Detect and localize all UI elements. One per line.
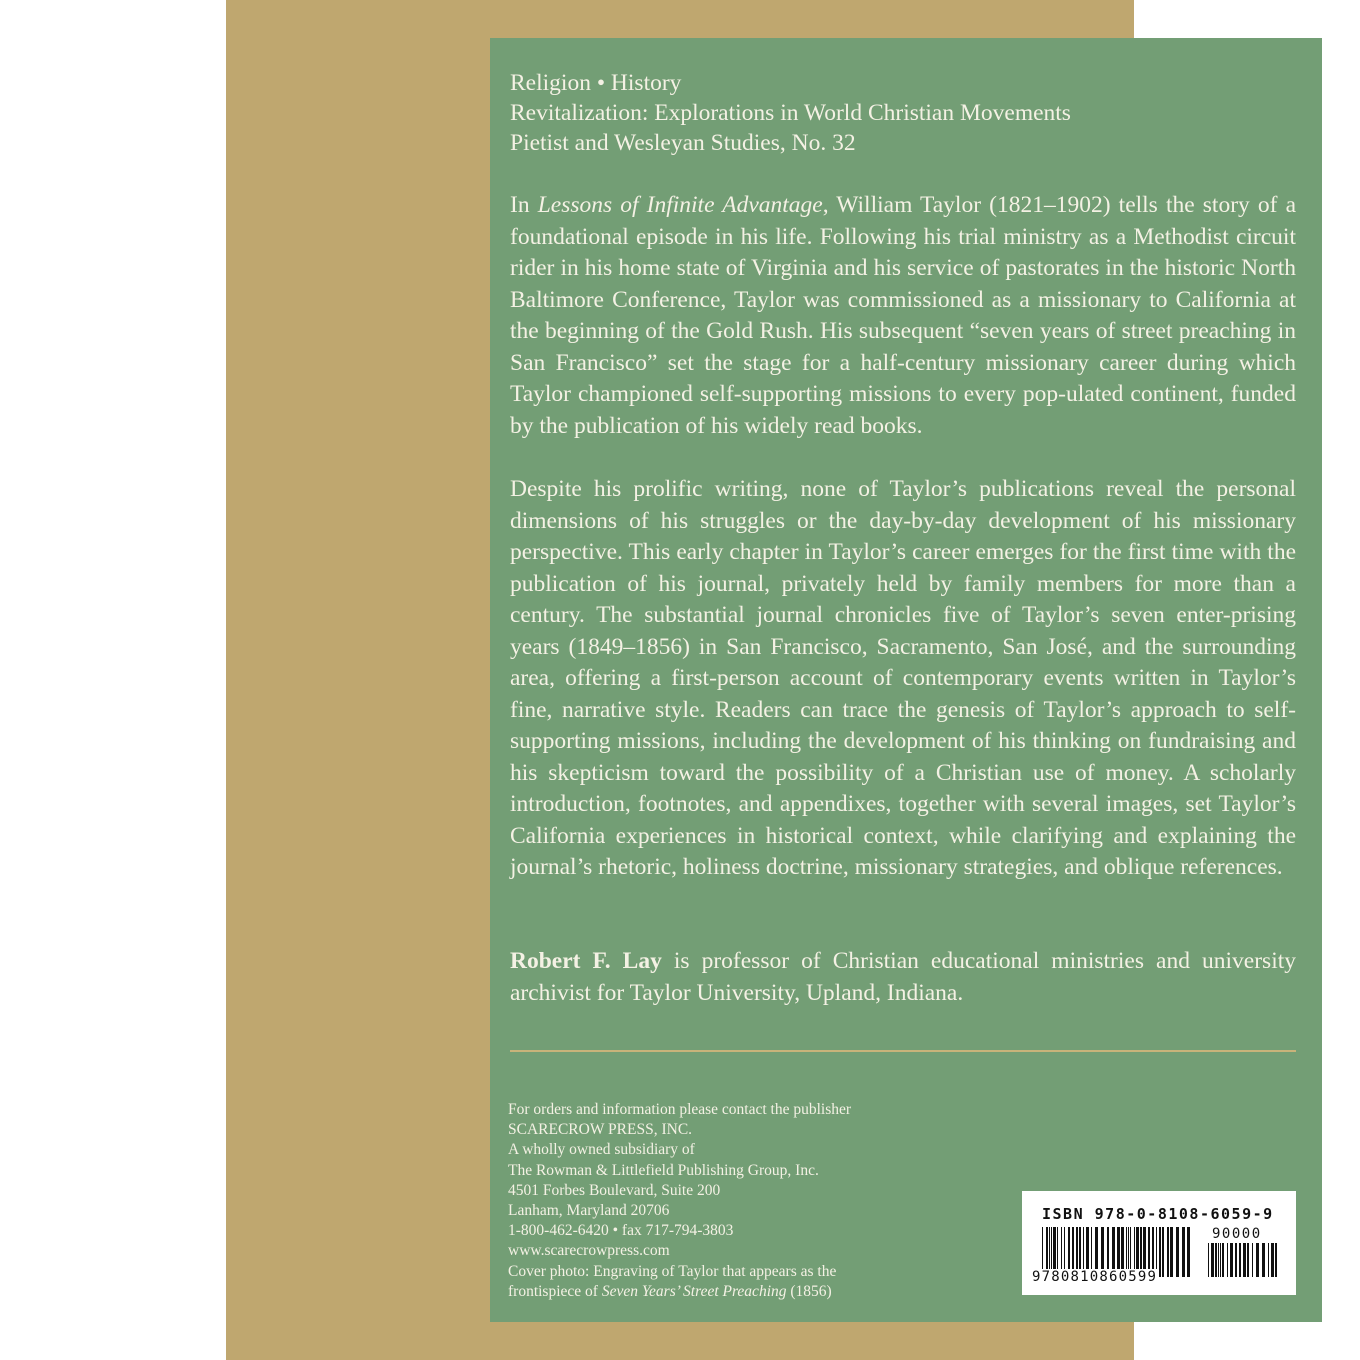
author-bio-text: is professor of Christian educational ministries and university archivist for Taylor University, Upland, Indiana. [510, 948, 1296, 1006]
publisher-line: The Rowman & Littlefield Publishing Group, Inc. [508, 1161, 819, 1179]
barcode-bar [1220, 1243, 1221, 1277]
p1-body: , William Taylor (1821–1902) tells the story of a foundational episode in his life. Following his trial ministry as a Methodist circuit rider in his home state of Virginia and his service of pastorates in the historic North Baltimore Conference, Taylor was commissioned as a missionary to California at the beginning of the Gold Rush. His subsequent “seven years of street preaching in San Francisco” set the stage for a half-century missionary career during which Taylor championed self-supporting missions to every pop-ulated continent, funded by the publication of his widely read books. [510, 192, 1297, 439]
barcode-bar [1262, 1243, 1265, 1277]
publisher-address: 4501 Forbes Boulevard, Suite 200 [508, 1181, 721, 1199]
series-title: Revitalization: Explorations in World Christian Movements [510, 100, 1071, 126]
p1-lead: In [510, 192, 538, 218]
book-back-cover [226, 0, 1297, 1360]
author-name: Robert F. Lay [510, 948, 662, 974]
series-subtitle: Pietist and Wesleyan Studies, No. 32 [510, 130, 856, 156]
author-bio [510, 946, 1296, 1009]
ean-digits: 9780810860599 [1032, 1269, 1158, 1285]
publisher-line: For orders and information please contact the publisher [508, 1101, 852, 1118]
price-code: 90000 [1212, 1226, 1262, 1242]
barcode-addon-bars [1208, 1243, 1280, 1277]
divider-rule [510, 1050, 1296, 1052]
barcode-bar [1235, 1243, 1237, 1277]
barcode-bar [1247, 1243, 1249, 1277]
barcode-bar [1187, 1227, 1190, 1277]
subject-category: Religion • History [510, 70, 682, 96]
barcode-bar [1227, 1243, 1228, 1277]
barcode-bar [1211, 1243, 1214, 1277]
category-block [510, 68, 1071, 158]
publisher-line: A wholly owned subsidiary of [508, 1141, 695, 1159]
barcode-bar [1230, 1243, 1233, 1277]
barcode-bar [1271, 1243, 1274, 1277]
book-title: Lessons of Infinite Advantage [537, 192, 823, 218]
publisher-info [508, 1100, 851, 1302]
barcode-bar [1159, 1227, 1161, 1277]
barcode-bar [1275, 1243, 1277, 1277]
barcode-bar [1268, 1243, 1269, 1277]
barcode-bar [1252, 1243, 1253, 1277]
green-text-panel [490, 38, 1322, 1322]
publisher-website: www.scarecrowpress.com [508, 1242, 670, 1260]
barcode-bar [1218, 1243, 1219, 1277]
isbn-barcode [1022, 1191, 1296, 1295]
barcode-bar [1208, 1243, 1209, 1277]
description-paragraph-1 [510, 190, 1296, 442]
barcode-bar [1182, 1227, 1185, 1277]
publisher-phone: 1-800-462-6420 • fax 717-794-3803 [508, 1222, 734, 1240]
barcode-bar [1243, 1243, 1246, 1277]
credit-year: (1856) [786, 1282, 832, 1300]
barcode-bar [1176, 1227, 1179, 1277]
barcode-bar [1222, 1243, 1224, 1277]
barcode-bar [1256, 1243, 1259, 1277]
cover-photo-credit [508, 1282, 851, 1302]
barcode-bar [1239, 1243, 1241, 1277]
isbn-text: ISBN 978-0-8108-6059-9 [1042, 1205, 1274, 1223]
credit-lead: frontispiece of [508, 1282, 602, 1300]
barcode-bar [1167, 1227, 1169, 1277]
barcode-bar [1170, 1227, 1173, 1277]
credit-title: Seven Years’ Street Preaching [601, 1282, 787, 1300]
cover-photo-credit: Cover photo: Engraving of Taylor that appears as the [508, 1262, 837, 1280]
description-paragraph-2: Despite his prolific writing, none of Taylor’s publications reveal the personal dimensions of his struggles or the day-by-day development of his missionary perspective. This early chapter in Taylor’s career emerges for the first time with the publication of his journal, privately held by family members for more than a century. The substantial journal chronicles five of Taylor’s seven enter-prising years (1849–1856) in San Francisco, Sacramento, San José, and the surrounding area, offering a first-person account of contemporary events written in Taylor’s fine, narrative style. Readers can trace the genesis of Taylor’s approach to self-supporting missions, including the development of his thinking on fundraising and his skepticism toward the possibility of a Christian use of money. A scholarly introduction, footnotes, and appendixes, together with several images, set Taylor’s California experiences in historical context, while clarifying and explaining the journal’s rhetoric, holiness doctrine, missionary strategies, and oblique references. [510, 476, 1296, 880]
barcode-bar [1215, 1243, 1217, 1277]
publisher-name: SCARECROW PRESS, INC. [508, 1121, 693, 1139]
barcode-bar [1162, 1227, 1164, 1277]
publisher-address: Lanham, Maryland 20706 [508, 1202, 670, 1220]
